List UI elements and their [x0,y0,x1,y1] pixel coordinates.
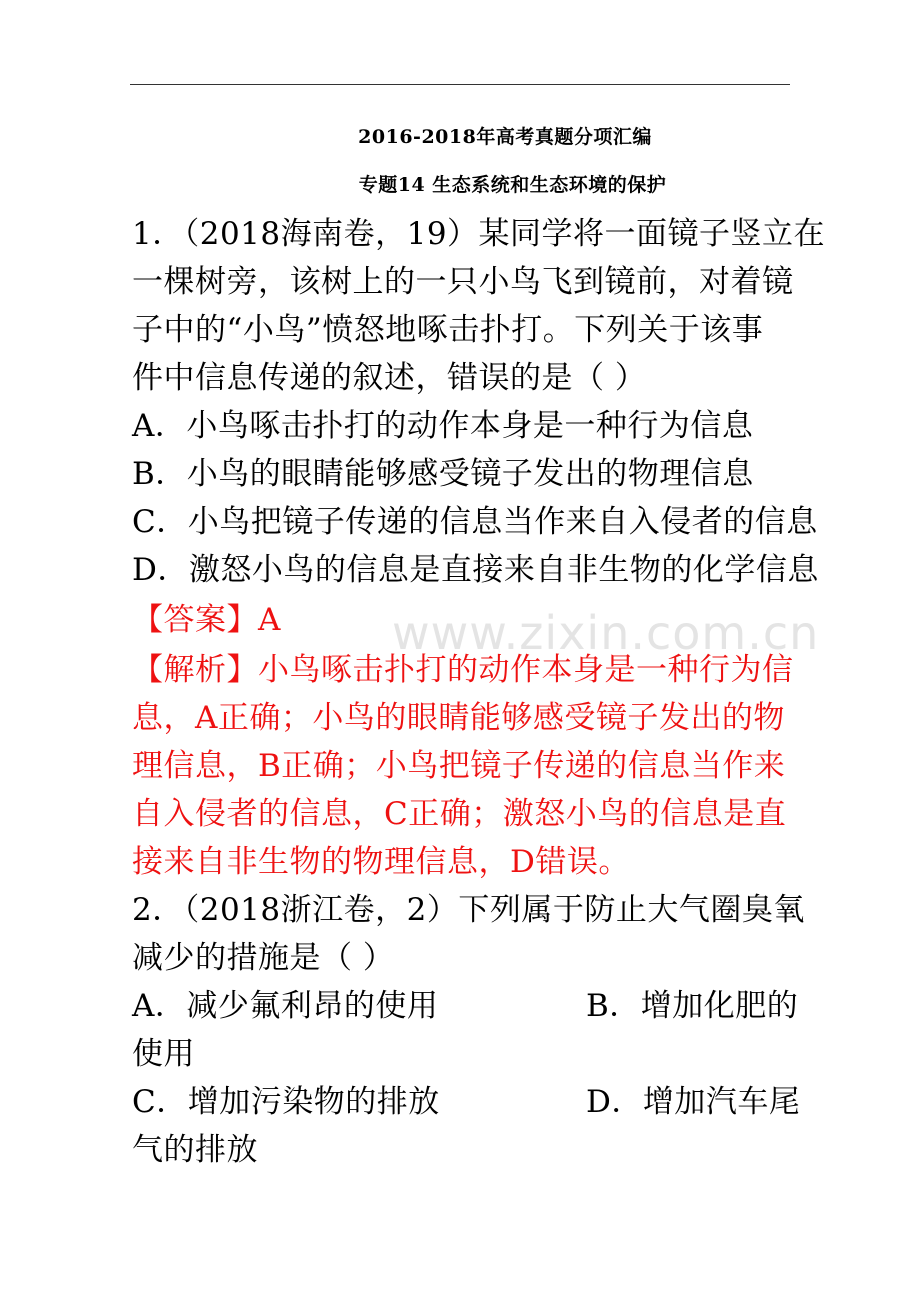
q1-stem-line-4: 件中信息传递的叙述，错误的是（ ） [132,360,647,396]
q1-option-b: B．小鸟的眼睛能够感受镜子发出的物理信息 [132,456,754,492]
q1-stem-line-1: 1．（2018海南卷，19）某同学将一面镜子竖立在 [132,216,826,252]
q1-analysis-line-4: 自入侵者的信息，C正确；激怒小鸟的信息是直 [132,796,787,832]
q2-option-d-continued: 气的排放 [132,1132,258,1168]
document-title: 2016-2018年高考真题分项汇编 [358,126,652,148]
q1-analysis-line-3: 理信息，B正确；小鸟把镜子传递的信息当作来 [132,748,786,784]
q1-analysis-line-1: 【解析】小鸟啄击扑打的动作本身是一种行为信 [132,652,794,688]
header-rule [130,84,790,85]
q2-option-c: C．增加污染物的排放 [132,1084,440,1120]
q1-analysis-line-5: 接来自非生物的物理信息，D错误。 [132,844,630,880]
q2-stem-line-1: 2．（2018浙江卷，2）下列属于防止大气圈臭氧 [132,892,805,928]
q1-option-a: A．小鸟啄击扑打的动作本身是一种行为信息 [132,408,754,444]
q2-stem-line-2: 减少的措施是（ ） [132,940,395,976]
q2-option-d: D．增加汽车尾 [586,1084,801,1120]
q1-option-c: C．小鸟把镜子传递的信息当作来自入侵者的信息 [132,504,818,540]
q1-stem-line-2: 一棵树旁，该树上的一只小鸟飞到镜前，对着镜 [132,264,794,300]
document-subtitle: 专题14 生态系统和生态环境的保护 [358,174,667,196]
q1-stem-line-3: 子中的“小鸟”愤怒地啄击扑打。下列关于该事 [132,312,764,348]
q2-option-b: B．增加化肥的 [586,988,799,1024]
watermark: www.zixin.com.cn [392,606,820,660]
q1-option-d: D．激怒小鸟的信息是直接来自非生物的化学信息 [132,552,819,588]
q2-option-a: A．减少氟利昂的使用 [132,988,439,1024]
q1-analysis-line-2: 息，A正确；小鸟的眼睛能够感受镜子发出的物 [132,700,785,736]
q1-answer: 【答案】A [132,602,281,638]
q2-option-b-continued: 使用 [132,1036,195,1072]
